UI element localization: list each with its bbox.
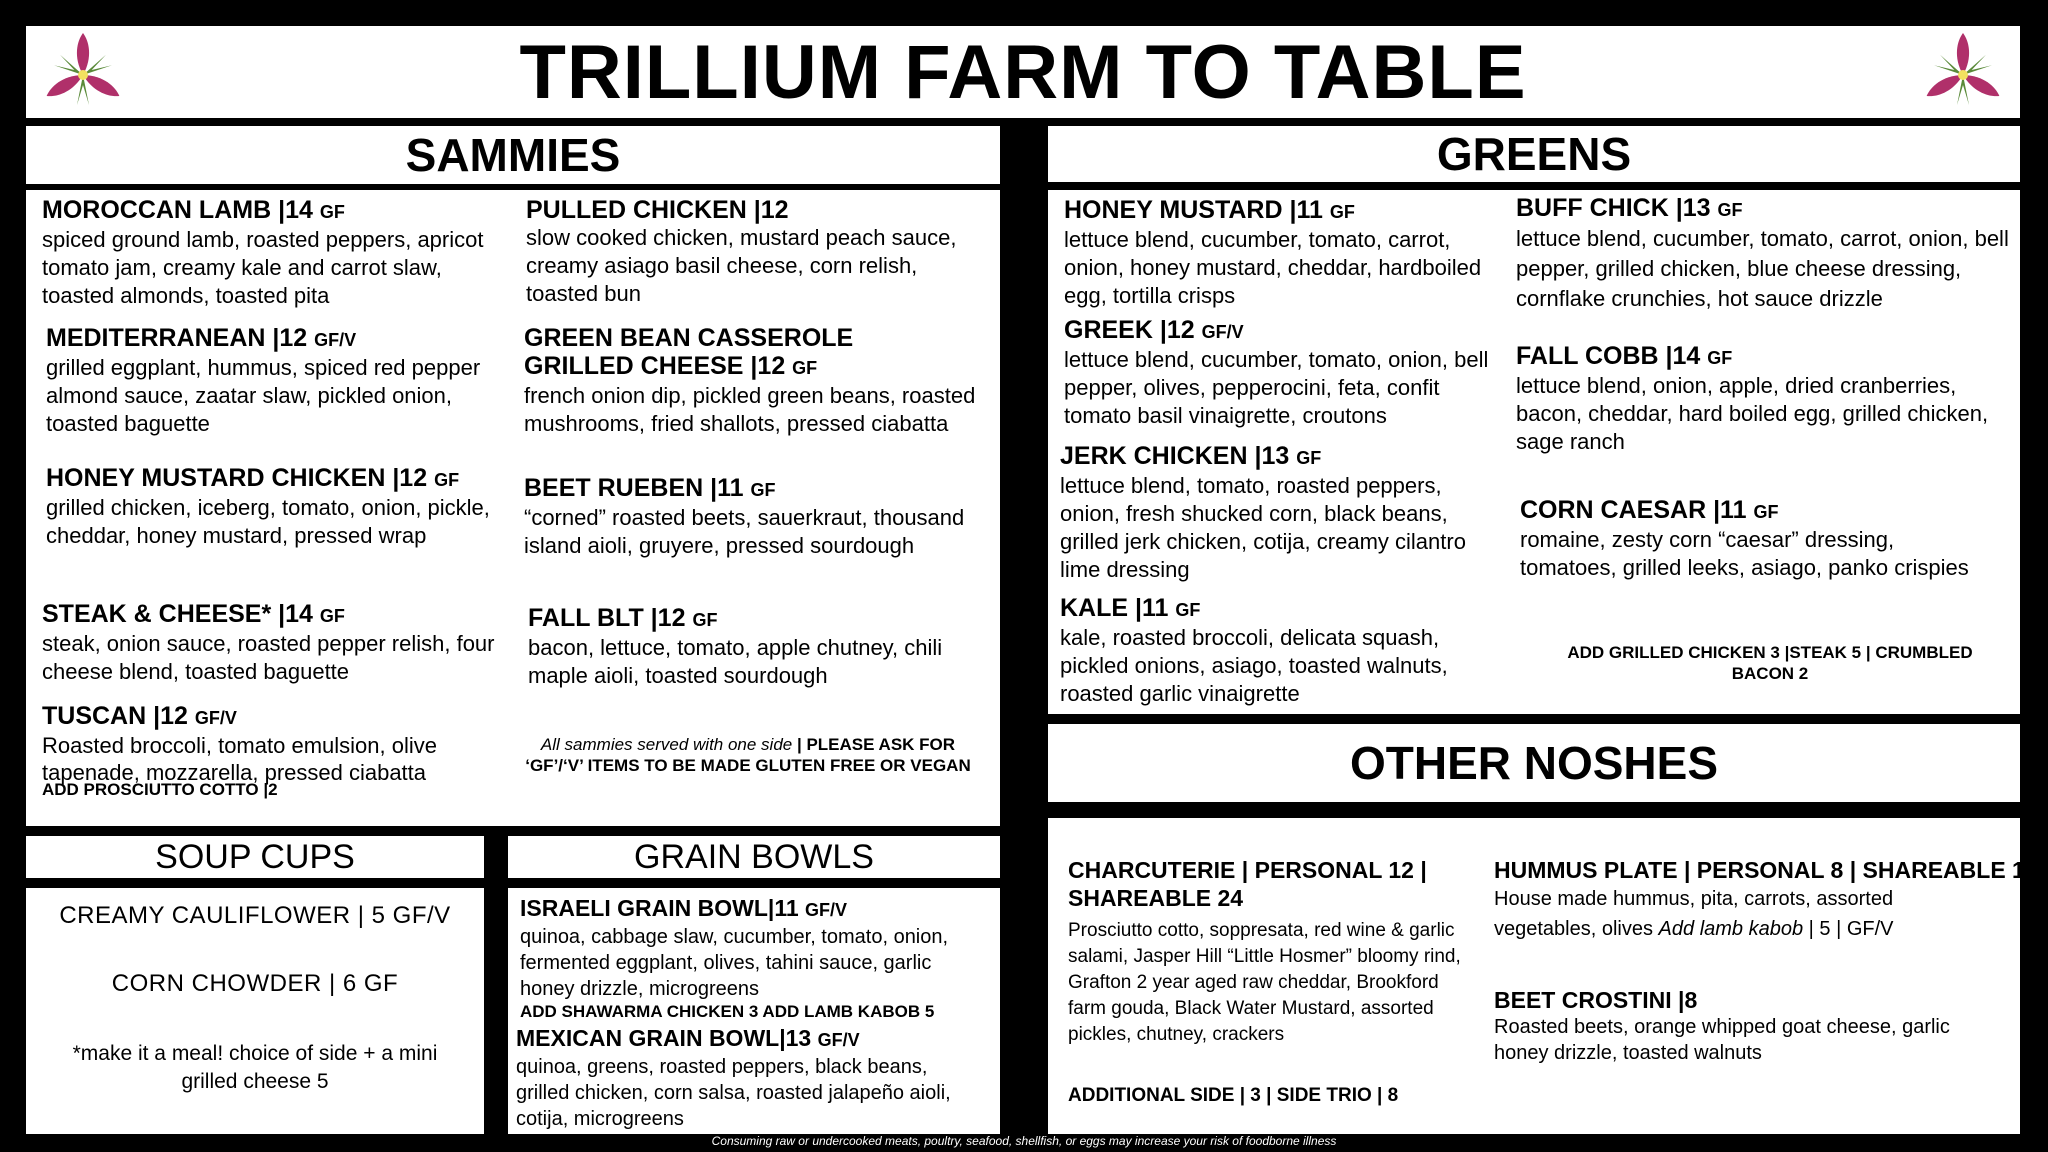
grain-bowls-panel — [508, 888, 1000, 1134]
sammies-header: SAMMIES — [26, 126, 1000, 184]
menu-item: MOROCCAN LAMB |14 GF spiced ground lamb, roasted peppers, apricot tomato jam, creamy kale and carrot slaw, toasted almonds, toasted pita — [42, 196, 484, 308]
trillium-flower-icon — [38, 28, 128, 118]
menu-item: BEET RUEBEN |11 GF “corned” roasted beets, sauerkraut, thousand island aioli, gruyere, pressed sourdough — [524, 474, 965, 558]
menu-item: KALE |11 GF kale, roasted broccoli, delicata squash, pickled onions, asiago, toasted walnuts, roasted garlic vinaigrette — [1060, 594, 1448, 706]
menu-item: HONEY MUSTARD |11 GF lettuce blend, cucumber, tomato, carrot, onion, honey mustard, cheddar, hardboiled egg, tortilla crisps — [1064, 196, 1482, 308]
greens-panel — [1048, 190, 2020, 714]
footer-disclaimer: Consuming raw or undercooked meats, poultry, seafood, shellfish, or eggs may increase your risk of foodborne illness — [711, 1134, 1337, 1148]
soup-item: CORN CHOWDER | 6 GF — [111, 970, 399, 997]
soup-header: SOUP CUPS — [26, 836, 484, 878]
menu-item: BUFF CHICK |13 GF lettuce blend, cucumber, tomato, carrot, onion, bell pepper, grilled chicken, blue cheese dressing, cornflake crunchies, hot sauce drizzle — [1516, 194, 2009, 311]
menu-item: GREEK |12 GF/V lettuce blend, cucumber, tomato, onion, bell pepper, olives, pepperocini, feta, confit tomato basil vinaigrette, croutons — [1064, 316, 1489, 428]
noshes-panel — [1048, 818, 2038, 1134]
page-title: TRILLIUM FARM TO TABLE — [519, 29, 1527, 115]
menu-item: PULLED CHICKEN |12 slow cooked chicken, mustard peach sauce, creamy asiago basil cheese, corn relish, toasted bun — [526, 196, 957, 306]
menu-item: GREEN BEAN CASSEROLE GRILLED CHEESE |12 GF french onion dip, pickled green beans, roasted mushrooms, fried shallots, pressed ciabatta — [524, 324, 976, 436]
greens-addon: ADD GRILLED CHICKEN 3 |STEAK 5 | CRUMBLED BACON 2 — [1567, 643, 1973, 683]
trillium-flower-icon — [1918, 28, 2008, 118]
menu-item: JERK CHICKEN |13 GF lettuce blend, tomato, roasted peppers, onion, fresh shucked corn, black beans, grilled jerk chicken, cotija, creamy cilantro lime dressing — [1060, 442, 1466, 582]
additional-side: ADDITIONAL SIDE | 3 | SIDE TRIO | 8 — [1068, 1085, 1399, 1106]
soup-note: *make it a meal! choice of side + a mini grilled cheese 5 — [72, 1042, 438, 1093]
soup-panel — [26, 888, 484, 1134]
menu-item: BEET CROSTINI |8 Roasted beets, orange whipped goat cheese, garlic honey drizzle, toasted walnuts — [1494, 987, 1950, 1064]
greens-header: GREENS — [1048, 126, 2020, 182]
title-banner — [26, 26, 2020, 118]
menu-item: FALL COBB |14 GF lettuce blend, onion, apple, dried cranberries, bacon, cheddar, hard boiled egg, grilled chicken, sage ranch — [1516, 342, 1989, 454]
sammies-note: All sammies served with one side | PLEASE ASK FOR ‘GF’/‘V’ ITEMS TO BE MADE GLUTEN FREE OR VEGAN — [525, 735, 971, 775]
menu-item: HONEY MUSTARD CHICKEN |12 GF grilled chicken, iceberg, tomato, onion, pickle, cheddar, honey mustard, pressed wrap — [46, 464, 490, 548]
grain-bowls-header: GRAIN BOWLS — [508, 836, 1000, 878]
menu-item: ISRAELI GRAIN BOWL|11 GF/V quinoa, cabbage slaw, cucumber, tomato, onion, fermented eggplant, olives, tahini sauce, garlic honey drizzle, microgreens ADD SHAWARMA CHICKEN 3 ADD LAMB KABOB 5 — [520, 895, 949, 1021]
menu-item: FALL BLT |12 GF bacon, lettuce, tomato, apple chutney, chili maple aioli, toasted sourdough — [528, 604, 943, 688]
noshes-header: OTHER NOSHES — [1048, 724, 2020, 802]
menu-item: HUMMUS PLATE | PERSONAL 8 | SHAREABLE 16 House made hummus, pita, carrots, assorted vegetables, olives Add lamb kabob | 5 | GF/V — [1494, 857, 2038, 940]
soup-item: CREAMY CAULIFLOWER | 5 GF/V — [59, 902, 451, 929]
menu-item: MEXICAN GRAIN BOWL|13 GF/V quinoa, greens, roasted peppers, black beans, grilled chicken, corn salsa, roasted jalapeño aioli, cotija, microgreens — [516, 1025, 951, 1130]
menu-item: MEDITERRANEAN |12 GF/V grilled eggplant, hummus, spiced red pepper almond sauce, zaatar slaw, pickled onion, toasted baguette — [46, 324, 481, 436]
sammies-panel — [26, 190, 1000, 826]
menu-item: CHARCUTERIE | PERSONAL 12 | SHAREABLE 24 Prosciutto cotto, soppresata, red wine & garlic salami, Jasper Hill “Little Hosmer” bloomy rind, Grafton 2 year aged raw cheddar, Brookford farm gouda, Black Water Mustard, assorted pickles, chutney, crackers — [1068, 857, 1461, 1045]
menu-item: TUSCAN |12 GF/V Roasted broccoli, tomato emulsion, olive tapenade, mozzarella, pressed ciabatta ADD PROSCIUTTO COTTO |2 — [42, 702, 437, 799]
menu-item: STEAK & CHEESE* |14 GF steak, onion sauce, roasted pepper relish, four cheese blend, toasted baguette — [42, 600, 495, 684]
menu-item: CORN CAESAR |11 GF romaine, zesty corn “caesar” dressing, tomatoes, grilled leeks, asiago, panko crispies — [1520, 496, 1969, 580]
